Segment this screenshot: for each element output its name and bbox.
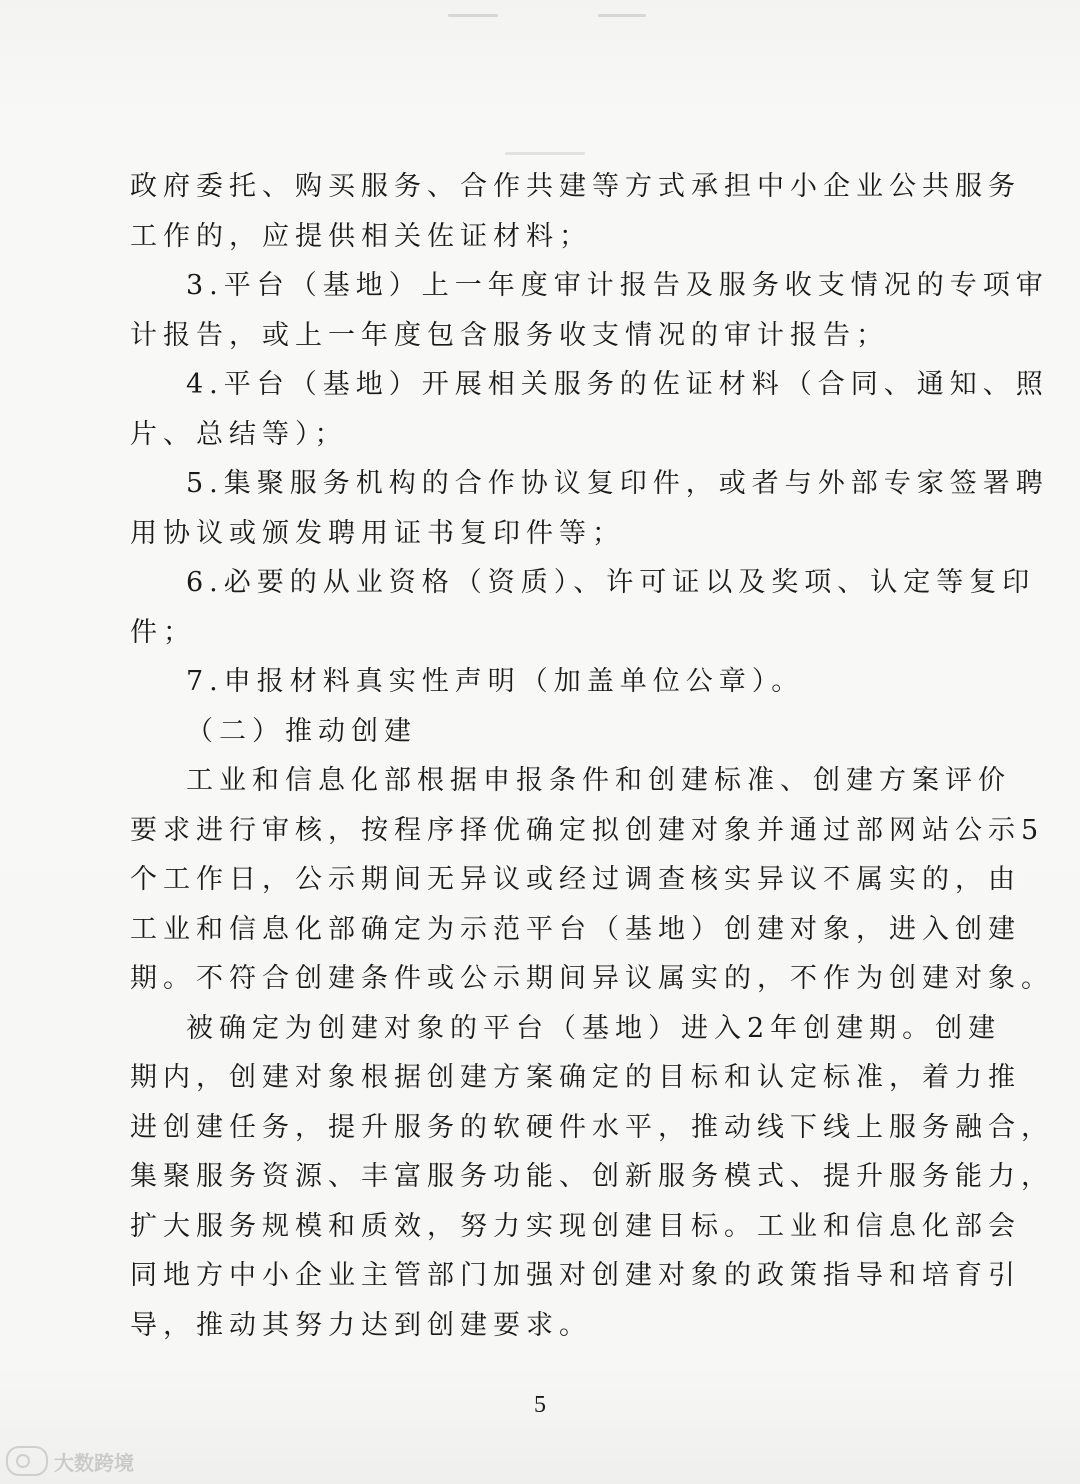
text-line: 期。不符合创建条件或公示期间异议属实的，不作为创建对象。 (130, 963, 1054, 994)
text-line: 5.集聚服务机构的合作协议复印件，或者与外部专家签署聘 (186, 468, 1049, 499)
text-line: 工业和信息化部确定为示范平台（基地）创建对象，进入创建 (130, 913, 1021, 945)
watermark-logo-icon (6, 1446, 48, 1476)
text-line: 件； (130, 616, 196, 648)
text-line: 计报告，或上一年度包含服务收支情况的审计报告； (130, 319, 889, 351)
scan-artifact (505, 152, 585, 155)
text-line: 4.平台（基地）开展相关服务的佐证材料（合同、通知、照 (186, 369, 1049, 400)
document-body (130, 162, 1054, 1350)
text-line: 期内，创建对象根据创建方案确定的目标和认定标准，着力推 (130, 1062, 1021, 1093)
text-line: 进创建任务，提升服务的软硬件水平，推动线下线上服务融合， (130, 1111, 1054, 1143)
scan-artifact (598, 14, 646, 17)
text-line: 7.申报材料真实性声明（加盖单位公章）。 (186, 666, 805, 697)
text-line: 导，推动其努力达到创建要求。 (130, 1309, 592, 1341)
text-line: 片、总结等）； (130, 418, 348, 450)
text-line: 同地方中小企业主管部门加强对创建对象的政策指导和培育引 (130, 1260, 1021, 1291)
section-heading: （二）推动创建 (186, 715, 417, 747)
watermark-text: 大数跨境 (54, 1450, 134, 1475)
text-line: 被确定为创建对象的平台（基地）进入2年创建期。创建 (186, 1012, 1002, 1044)
text-line: 工作的，应提供相关佐证材料； (130, 220, 592, 252)
text-line: 用协议或颁发聘用证书复印件等； (130, 517, 625, 549)
page-number: 5 (534, 1392, 546, 1418)
text-line: 要求进行审核，按程序择优确定拟创建对象并通过部网站公示5 (130, 814, 1045, 846)
text-line: 工业和信息化部根据申报条件和创建标准、创建方案评价 (186, 765, 1011, 796)
text-line: 3.平台（基地）上一年度审计报告及服务收支情况的专项审 (186, 270, 1049, 301)
text-line: 6.必要的从业资格（资质）、许可证以及奖项、认定等复印 (186, 567, 1036, 598)
text-line: 个工作日，公示期间无异议或经过调查核实异议不属实的，由 (130, 864, 1021, 895)
text-line: 集聚服务资源、丰富服务功能、创新服务模式、提升服务能力， (130, 1161, 1054, 1192)
text-line: 扩大服务规模和质效，努力实现创建目标。工业和信息化部会 (130, 1210, 1021, 1242)
text-line: 政府委托、购买服务、合作共建等方式承担中小企业公共服务 (130, 171, 1021, 202)
scan-artifact (448, 14, 498, 17)
watermark (6, 1446, 134, 1476)
